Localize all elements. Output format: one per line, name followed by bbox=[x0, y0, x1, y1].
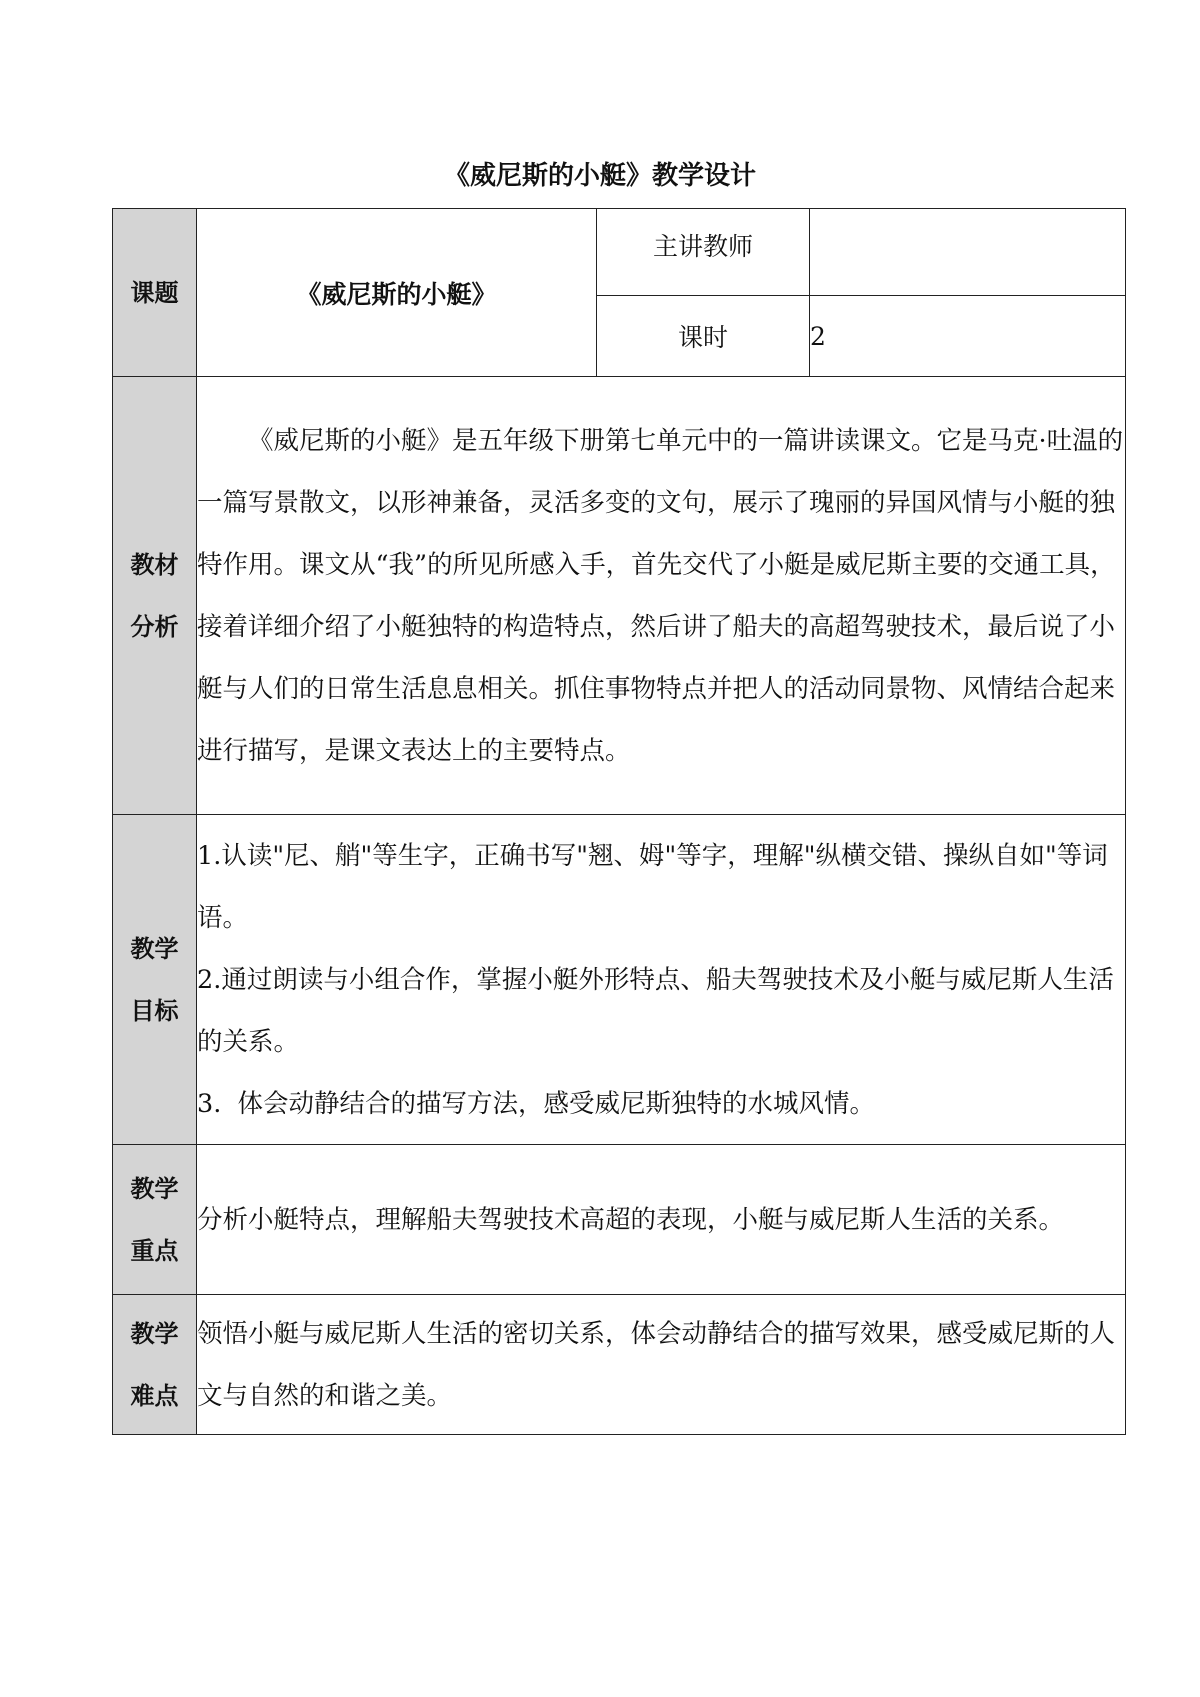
objective-item: 3. 体会动静结合的描写方法，感受威尼斯独特的水城风情。 bbox=[197, 1088, 876, 1119]
difficulties-text-cell bbox=[197, 1295, 1126, 1435]
hours-label: 课时 bbox=[597, 296, 810, 377]
analysis-text-cell bbox=[197, 377, 1126, 815]
difficulties-label-line1: 教学 bbox=[130, 1319, 179, 1348]
key-points-text: 分析小艇特点，理解船夫驾驶技术高超的表现，小艇与威尼斯人生活的关系。 bbox=[197, 1204, 1065, 1235]
analysis-row bbox=[113, 377, 1126, 815]
objective-item: 2.通过朗读与小组合作，掌握小艇外形特点、船夫驾驶技术及小艇与威尼斯人生活的关系。 bbox=[197, 964, 1114, 1057]
analysis-label-cell bbox=[113, 377, 197, 815]
key-points-label-line1: 教学 bbox=[130, 1174, 179, 1203]
lesson-plan-table bbox=[112, 208, 1126, 1435]
topic-label: 课题 bbox=[130, 278, 179, 307]
difficulties-label-line2: 难点 bbox=[130, 1381, 179, 1410]
objectives-label-line1: 教学 bbox=[130, 934, 179, 963]
teacher-label: 主讲教师 bbox=[597, 209, 810, 296]
analysis-text: 《威尼斯的小艇》是五年级下册第七单元中的一篇讲读课文。它是马克·吐温的一篇写景散文，以形神兼备，灵活多变的文句，展示了瑰丽的异国风情与小艇的独特作用。课文从“我”的所见所感入手，首先交代了小艇是威尼斯主要的交通工具，接着详细介绍了小艇独特的构造特点，然后讲了船夫的高超驾驶技术，最后说了小艇与人们的日常生活息息相关。抓住事物特点并把人的活动同景物、风情结合起来进行描写，是课文表达上的主要特点。 bbox=[197, 425, 1124, 766]
difficulties-row bbox=[113, 1295, 1126, 1435]
key-points-label-line2: 重点 bbox=[130, 1236, 179, 1265]
objectives-row bbox=[113, 815, 1126, 1145]
teacher-value bbox=[810, 209, 1126, 296]
teacher-row bbox=[113, 209, 1126, 296]
objectives-label-line2: 目标 bbox=[130, 996, 179, 1025]
key-points-text-cell bbox=[197, 1145, 1126, 1295]
difficulties-label-cell bbox=[113, 1295, 197, 1435]
objectives-label-cell bbox=[113, 815, 197, 1145]
difficulties-text: 领悟小艇与威尼斯人生活的密切关系，体会动静结合的描写效果，感受威尼斯的人文与自然的和谐之美。 bbox=[197, 1318, 1116, 1411]
analysis-label-line2: 分析 bbox=[130, 612, 179, 641]
analysis-label-line1: 教材 bbox=[130, 550, 179, 579]
objective-item: 1.认读"尼、艄"等生字，正确书写"翘、姆"等字，理解"纵横交错、操纵自如"等词语。 bbox=[197, 840, 1108, 933]
objectives-list bbox=[197, 815, 1126, 1145]
topic-value: 《威尼斯的小艇》 bbox=[197, 209, 597, 377]
topic-label-cell bbox=[113, 209, 197, 377]
document-title: 《威尼斯的小艇》教学设计 bbox=[443, 161, 756, 191]
hours-value: 2 bbox=[810, 296, 1126, 377]
key-points-label-cell bbox=[113, 1145, 197, 1295]
key-points-row bbox=[113, 1145, 1126, 1295]
